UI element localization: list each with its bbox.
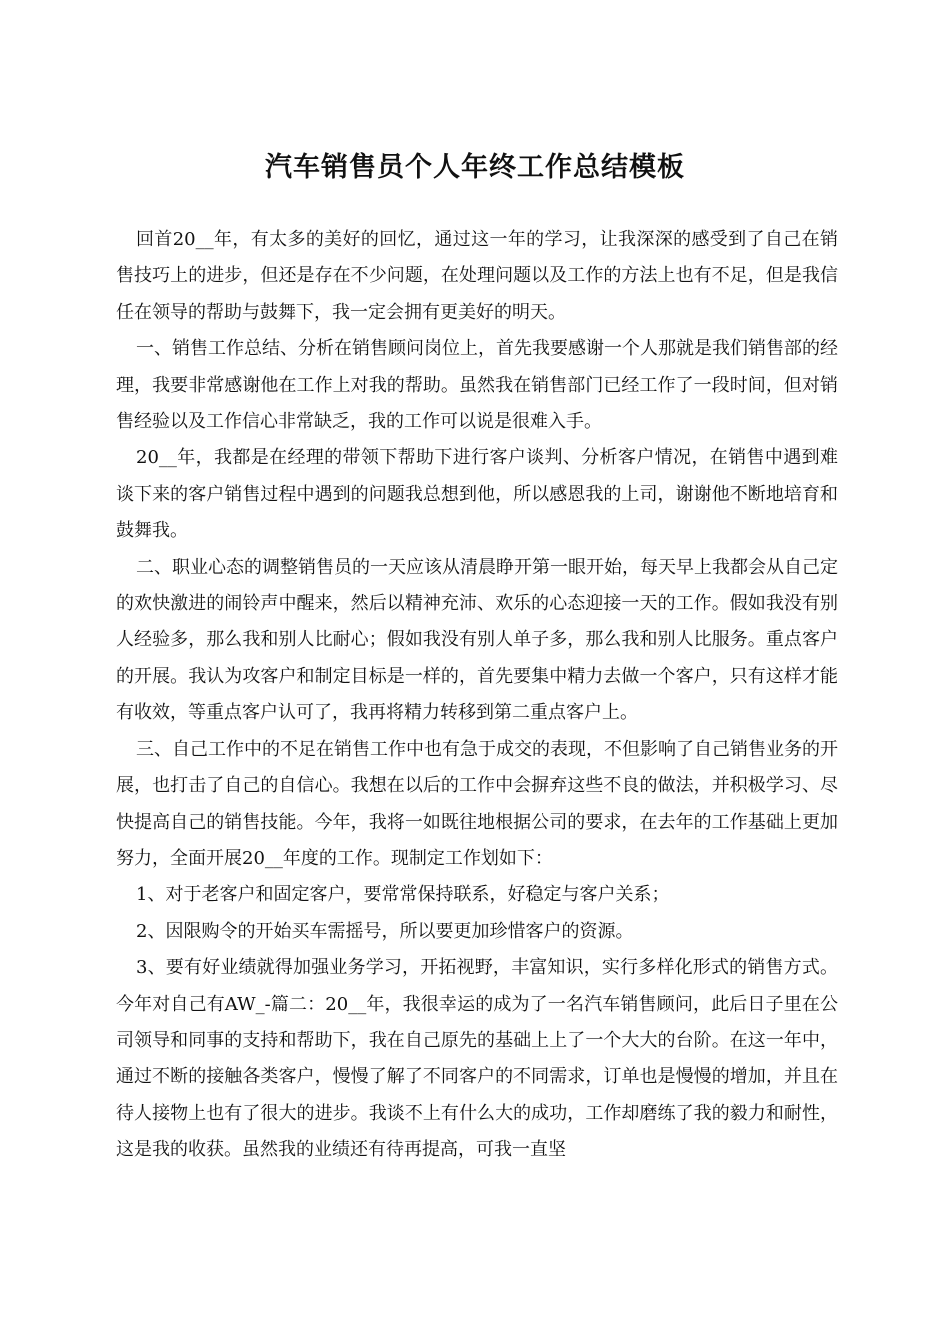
paragraph-section-1-continued: 20__年，我都是在经理的带领下帮助下进行客户谈判、分析客户情况，在销售中遇到难谈下来的客户销售过程中遇到的问题我总想到他，所以感恩我的上司，谢谢他不断地培育和鼓舞我。: [116, 447, 838, 542]
list-item-3: 3、要有好业绩就得加强业务学习，开拓视野，丰富知识，实行多样化形式的销售方式。今年对自己有AW_-篇二：20__年，我很幸运的成为了一名汽车销售顾问，此后日子里在公司领导和同事的支持和帮助下，我在自己原先的基础上上了一个大大的台阶。在这一年中，通过不断的接触各类客户，慢慢了解了不同客户的不同需求，订单也是慢慢的增加，并且在待人接物上也有了很大的进步。我谈不上有什么大的成功，工作却磨练了我的毅力和耐性，这是我的收获。虽然我的业绩还有待再提高，可我一直坚: [116, 957, 838, 1161]
list-item-2: 2、因限购令的开始买车需摇号，所以要更加珍惜客户的资源。: [136, 920, 634, 942]
document-title: 汽车销售员个人年终工作总结模板: [265, 152, 685, 184]
paragraph-intro: 回首20__年，有太多的美好的回忆，通过这一年的学习，让我深深的感受到了自己在销售技巧上的进步，但还是存在不少问题，在处理问题以及工作的方法上也有不足，但是我信任在领导的帮助与鼓舞下，我一定会拥有更美好的明天。: [116, 229, 838, 323]
paragraph-section-3: 三、自己工作中的不足在销售工作中也有急于成交的表现，不但影响了自己销售业务的开展，也打击了自己的自信心。我想在以后的工作中会摒弃这些不良的做法，并积极学习、尽快提高自己的销售技能。今年，我将一如既往地根据公司的要求，在去年的工作基础上更加努力，全面开展20__年度的工作。现制定工作划如下：: [116, 738, 838, 869]
paragraph-section-1: 一、销售工作总结、分析在销售顾问岗位上，首先我要感谢一个人那就是我们销售部的经理，我要非常感谢他在工作上对我的帮助。虽然我在销售部门已经工作了一段时间，但对销售经验以及工作信心非常缺乏，我的工作可以说是很难入手。: [116, 338, 838, 433]
paragraph-section-2: 二、职业心态的调整销售员的一天应该从清晨睁开第一眼开始，每天早上我都会从自己定的欢快激进的闹铃声中醒来，然后以精神充沛、欢乐的心态迎接一天的工作。假如我没有别人经验多，那么我和别人比耐心；假如我没有别人单子多，那么我和别人比服务。重点客户的开展。我认为攻客户和制定目标是一样的，首先要集中精力去做一个客户，只有这样才能有收效，等重点客户认可了，我再将精力转移到第二重点客户上。: [116, 556, 838, 724]
list-item-1: 1、对于老客户和固定客户，要常常保持联系，好稳定与客户关系；: [136, 884, 670, 906]
document-body: [116, 222, 838, 1169]
